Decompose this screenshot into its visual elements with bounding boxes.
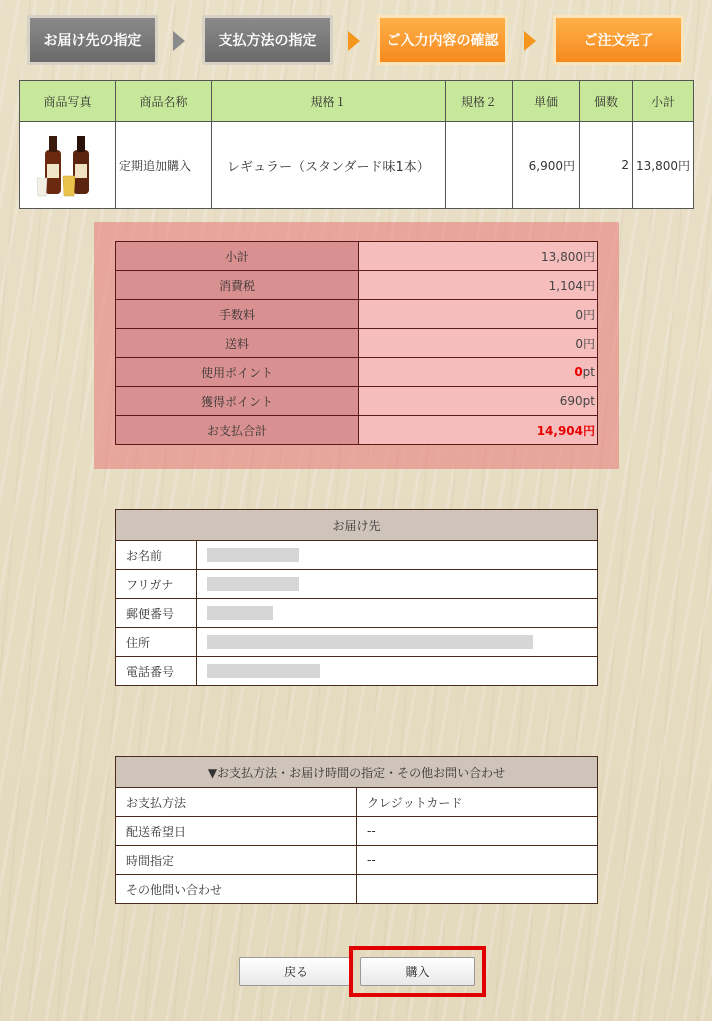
payment-title: ▼お支払方法・お届け時間の指定・その他お問い合わせ <box>116 757 598 788</box>
summary-label: 使用ポイント <box>116 358 359 387</box>
redacted-value <box>207 635 533 649</box>
table-row <box>116 541 598 570</box>
product-qty: 2 <box>580 122 633 209</box>
step-confirm <box>377 15 508 65</box>
header-qty: 個数 <box>580 81 633 122</box>
product-spec2 <box>446 122 513 209</box>
product-table <box>19 80 694 209</box>
step-arrow-icon <box>173 31 185 51</box>
header-spec1: 規格１ <box>212 81 446 122</box>
payment-value: -- <box>357 817 598 846</box>
redacted-value <box>207 606 273 620</box>
product-spec1: レギュラー（スタンダード味1本） <box>212 122 446 209</box>
product-subtotal: 13,800円 <box>633 122 694 209</box>
delivery-value <box>197 599 598 628</box>
table-row <box>20 122 694 209</box>
product-photo-cell <box>20 122 116 209</box>
used-points <box>359 358 598 387</box>
summary-row <box>116 242 598 271</box>
summary-label: 獲得ポイント <box>116 387 359 416</box>
header-spec2: 規格２ <box>446 81 513 122</box>
delivery-label: フリガナ <box>116 570 197 599</box>
purchase-button[interactable]: 購入 <box>360 957 475 986</box>
table-row <box>116 599 598 628</box>
summary-value: 1,104円 <box>359 271 598 300</box>
delivery-table <box>115 509 598 686</box>
summary-row <box>116 300 598 329</box>
summary-label: 送料 <box>116 329 359 358</box>
table-row <box>116 628 598 657</box>
product-photo <box>33 128 103 200</box>
summary-row <box>116 271 598 300</box>
summary-row <box>116 416 598 445</box>
summary-label: 小計 <box>116 242 359 271</box>
step-arrow-icon <box>524 31 536 51</box>
summary-row <box>116 329 598 358</box>
summary-value: 0円 <box>359 300 598 329</box>
summary-value: 690pt <box>359 387 598 416</box>
payment-value: クレジットカード <box>357 788 598 817</box>
payment-value: -- <box>357 846 598 875</box>
total-amount: 14,904円 <box>359 416 598 445</box>
delivery-value <box>197 541 598 570</box>
product-unit-price: 6,900円 <box>513 122 580 209</box>
redacted-value <box>207 548 299 562</box>
back-button[interactable]: 戻る <box>239 957 353 986</box>
payment-label: 配送希望日 <box>116 817 357 846</box>
summary-label: 手数料 <box>116 300 359 329</box>
table-row <box>116 788 598 817</box>
delivery-label: お名前 <box>116 541 197 570</box>
payment-label: お支払方法 <box>116 788 357 817</box>
step-delivery <box>27 15 158 65</box>
delivery-value <box>197 657 598 686</box>
redacted-value <box>207 664 320 678</box>
summary-row <box>116 387 598 416</box>
step-payment <box>202 15 333 65</box>
delivery-label: 電話番号 <box>116 657 197 686</box>
summary-label: お支払合計 <box>116 416 359 445</box>
summary-row <box>116 358 598 387</box>
step-label: ご入力内容の確認 <box>386 33 499 49</box>
step-label: お届け先の指定 <box>43 33 142 49</box>
table-row <box>116 570 598 599</box>
summary-value: 13,800円 <box>359 242 598 271</box>
step-arrow-icon <box>348 31 360 51</box>
delivery-label: 住所 <box>116 628 197 657</box>
header-photo: 商品写真 <box>20 81 116 122</box>
table-row <box>116 657 598 686</box>
table-row <box>116 817 598 846</box>
step-label: 支払方法の指定 <box>218 33 317 49</box>
delivery-value <box>197 570 598 599</box>
product-table-header <box>20 81 694 122</box>
summary-value: 0円 <box>359 329 598 358</box>
payment-label: その他問い合わせ <box>116 875 357 904</box>
payment-table <box>115 756 598 904</box>
used-points-unit: pt <box>582 365 595 379</box>
header-subtotal: 小計 <box>633 81 694 122</box>
redacted-value <box>207 577 299 591</box>
header-name: 商品名称 <box>116 81 212 122</box>
table-row <box>116 846 598 875</box>
step-label: ご注文完了 <box>583 33 654 49</box>
table-row <box>116 875 598 904</box>
step-complete <box>553 15 684 65</box>
summary-label: 消費税 <box>116 271 359 300</box>
delivery-label: 郵便番号 <box>116 599 197 628</box>
delivery-value <box>197 628 598 657</box>
header-unit-price: 単価 <box>513 81 580 122</box>
product-name: 定期追加購入 <box>116 122 212 209</box>
payment-value <box>357 875 598 904</box>
payment-label: 時間指定 <box>116 846 357 875</box>
summary-table <box>115 241 598 445</box>
delivery-title: お届け先 <box>116 510 598 541</box>
used-points-number: 0 <box>574 365 583 379</box>
